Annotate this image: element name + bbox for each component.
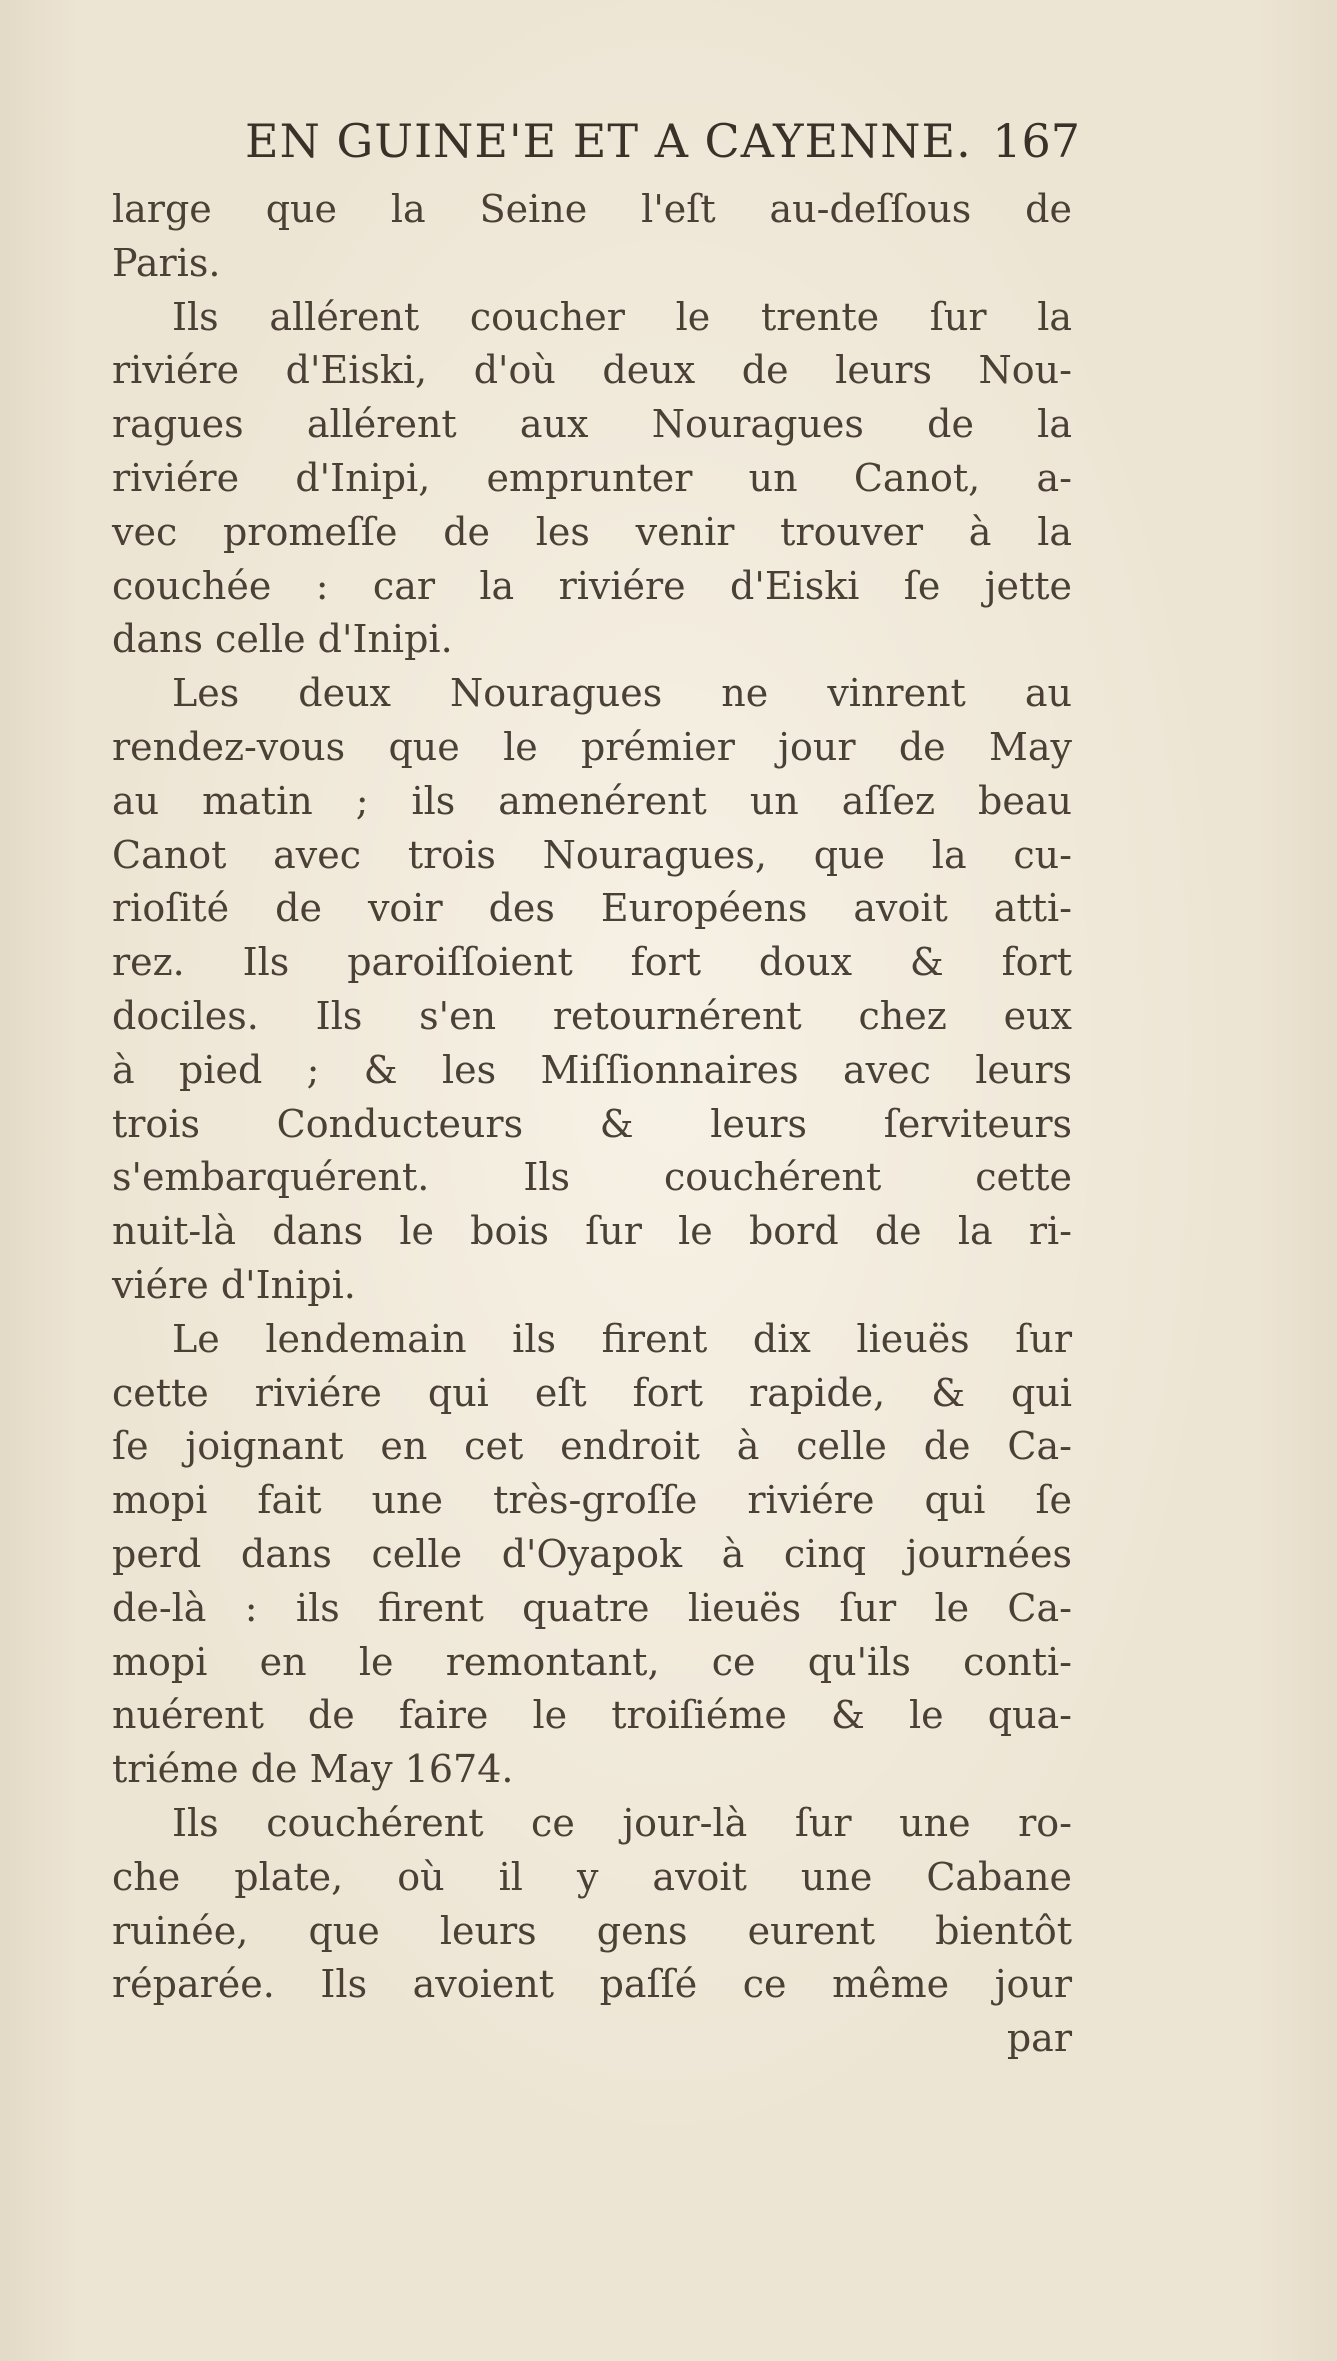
text-line: vec promeſſe de les venir trouver à la [112, 509, 1072, 554]
text-line: rez. Ils paroiſſoient fort doux & fort [112, 940, 1072, 985]
text-line: Le lendemain ils firent dix lieuës ſur [172, 1316, 1072, 1361]
text-line: couchée : car la riviére d'Eiski ſe jette [112, 563, 1072, 608]
text-line: Ils couchérent ce jour-là ſur une ro- [172, 1800, 1072, 1845]
text-line: Canot avec trois Nouragues, que la cu- [112, 832, 1072, 877]
text-line: s'embarquérent. Ils couchérent cette [112, 1155, 1072, 1200]
text-line: rioſité de voir des Européens avoit atti- [112, 886, 1072, 931]
page-header [245, 108, 1080, 178]
text-line: réparée. Ils avoient paſſé ce même jour [112, 1962, 1072, 2007]
text-line: riviére d'Inipi, emprunter un Canot, a- [112, 455, 1072, 500]
text-line: ragues allérent aux Nouragues de la [112, 402, 1072, 447]
text-line: large que la Seine l'eſt au-deſſous de [112, 187, 1072, 231]
text-line: cette riviére qui eſt fort rapide, & qui [112, 1370, 1072, 1415]
text-line: trois Conducteurs & leurs ſerviteurs [112, 1101, 1072, 1146]
text-line: dociles. Ils s'en retournérent chez eux [112, 993, 1072, 1038]
text-line: à pied ; & les Miſſionnaires avec leurs [112, 1047, 1072, 1092]
text-line: Ils allérent coucher le trente ſur la [172, 294, 1072, 339]
page-number: 167 [992, 114, 1080, 168]
text-line: ruinée, que leurs gens eurent bientôt [112, 1908, 1072, 1953]
text-line: perd dans celle d'Oyapok à cinq journées [112, 1531, 1072, 1576]
text-line: nuit-là dans le bois ſur le bord de la ri- [112, 1209, 1072, 1254]
text-line: nuérent de faire le troiſiéme & le qua- [112, 1693, 1072, 1738]
text-line: che plate, où il y avoit une Cabane [112, 1854, 1072, 1899]
text-line: mopi en le remontant, ce qu'ils conti- [112, 1639, 1072, 1684]
text-line: Les deux Nouragues ne vinrent au [172, 671, 1072, 716]
text-line: ſe joignant en cet endroit à celle de Ca- [112, 1424, 1072, 1469]
text-line: viére d'Inipi. [112, 1262, 356, 1307]
text-line: de-là : ils firent quatre lieuës ſur le Ca- [112, 1585, 1072, 1630]
text-line: rendez-vous que le prémier jour de May [112, 724, 1072, 769]
text-line: Paris. [112, 240, 221, 285]
text-line: mopi fait une très-groſſe riviére qui ſe [112, 1478, 1072, 1523]
catchword: par [1006, 2016, 1072, 2061]
body-text [112, 183, 1072, 2066]
text-line: dans celle d'Inipi. [112, 617, 453, 662]
text-line: triéme de May 1674. [112, 1747, 514, 1792]
running-title: EN GUINE'E ET A CAYENNE. [245, 114, 972, 168]
text-line: riviére d'Eiski, d'où deux de leurs Nou- [112, 348, 1072, 393]
text-line: au matin ; ils amenérent un aſſez beau [112, 778, 1072, 823]
